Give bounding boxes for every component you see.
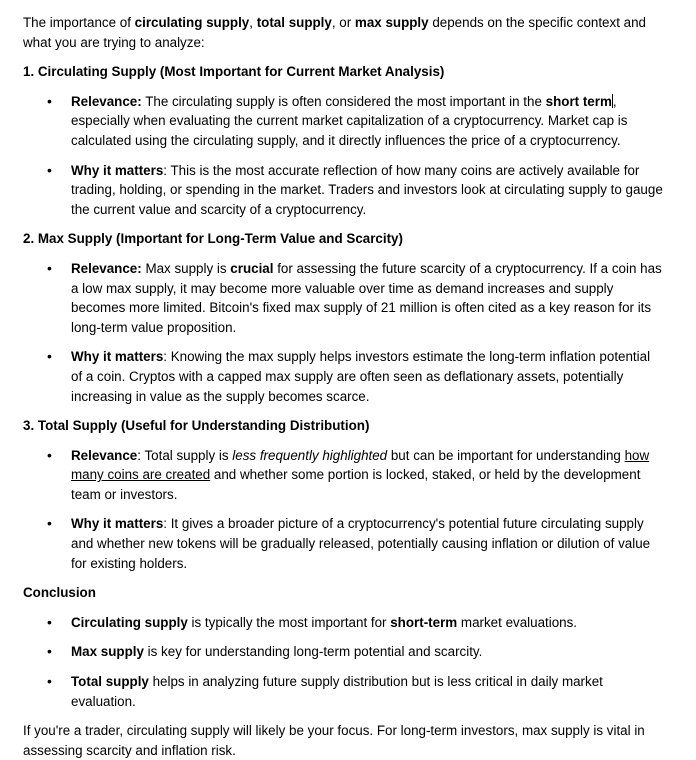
relevance-text: : Total supply is [137,447,233,463]
section-heading-total: 3. Total Supply (Useful for Understanding Distribution) [23,418,370,434]
conclusion-list [23,613,663,711]
term-total-supply: total supply [256,15,332,30]
term-short-term: short-term [390,614,458,630]
relevance-text: and whether some portion is locked, staked, or held by the development team or investors. [71,467,641,502]
conclusion-item-total [23,672,663,711]
intro-paragraph [23,13,663,52]
list-item-why-it-matters [23,514,663,573]
term-max-supply: max supply [354,15,429,30]
why-label: Why it matters [71,516,164,532]
term-max-supply: Max supply [71,644,144,660]
why-text: : It gives a broader picture of a cryptocurrency's potential future circulating supply and whether new tokens will be gradually released, potentially causing inflation or dilution of value for existing holders. [71,516,651,571]
relevance-text: The circulating supply is often considered the most important in the [141,93,546,109]
conclusion-heading: Conclusion [23,585,96,601]
conclusion-text: is key for understanding long-term potential and scarcity. [143,644,483,660]
term-short-term: short term [545,93,612,109]
term-total-supply: Total supply [71,674,149,690]
relevance-label: Relevance: [71,93,142,109]
section-list-circulating [23,92,663,220]
why-label: Why it matters [71,162,164,178]
relevance-text: for assessing the future scarcity of a cryptocurrency. If a coin has a low max supply, it may become more valuable over time as demand increases and supply becomes more limited. Bitcoin's fixed max supply of 21 million is often cited as a key reason for its long-term value proposition. [71,260,662,335]
term-circulating-supply: circulating supply [134,15,250,30]
closing-paragraph: If you're a trader, circulating supply will likely be your focus. For long-term investors, max supply is vital in assessing scarcity and inflation risk. [23,723,645,758]
list-item-relevance [23,92,663,151]
conclusion-text: market evaluations. [457,614,578,630]
section-heading-circulating: 1. Circulating Supply (Most Important for Current Market Analysis) [23,64,445,80]
intro-text: The importance of [23,15,135,30]
conclusion-text: helps in analyzing future supply distribution but is less critical in daily market evaluation. [71,674,603,709]
relevance-text: but can be important for understanding [387,447,625,463]
relevance-text: , especially when evaluating the current market capitalization of a cryptocurrency. Market cap is calculated using the circulating supply, and it directly influences the price of a cryptocurrency. [71,93,628,148]
relevance-label: Relevance [71,447,138,463]
list-item-relevance [23,446,663,505]
conclusion-item-max [23,642,663,662]
term-circulating-supply: Circulating supply [71,614,188,630]
section-list-max [23,259,663,406]
intro-text: , or [331,15,355,30]
intro-text: , [249,15,257,30]
section-heading-max: 2. Max Supply (Important for Long-Term Value and Scarcity) [23,231,403,247]
list-item-relevance [23,259,663,337]
conclusion-text: is typically the most important for [187,614,391,630]
relevance-text: Max supply is [141,260,231,276]
section-list-total [23,446,663,574]
list-item-why-it-matters [23,161,663,220]
intro-text: depends on the specific context and what you are trying to analyze: [23,15,646,50]
italic-phrase: less frequently highlighted [232,447,388,463]
underlined-phrase: how many coins are created [71,447,650,483]
why-text: : This is the most accurate reflection of how many coins are actively available for trading, holding, or spending in the market. Traders and investors look at circulating supply to gauge the current value and scarcity of a cryptocurrency. [71,162,663,217]
term-crucial: crucial [230,260,274,276]
why-text: : Knowing the max supply helps investors estimate the long-term inflation potential of a coin. Cryptos with a capped max supply are often seen as deflationary assets, potentially increasing in value as the supply becomes scarce. [71,349,651,404]
why-label: Why it matters [71,349,164,365]
list-item-why-it-matters [23,347,663,406]
relevance-label: Relevance: [71,260,142,276]
conclusion-item-circulating [23,613,663,633]
